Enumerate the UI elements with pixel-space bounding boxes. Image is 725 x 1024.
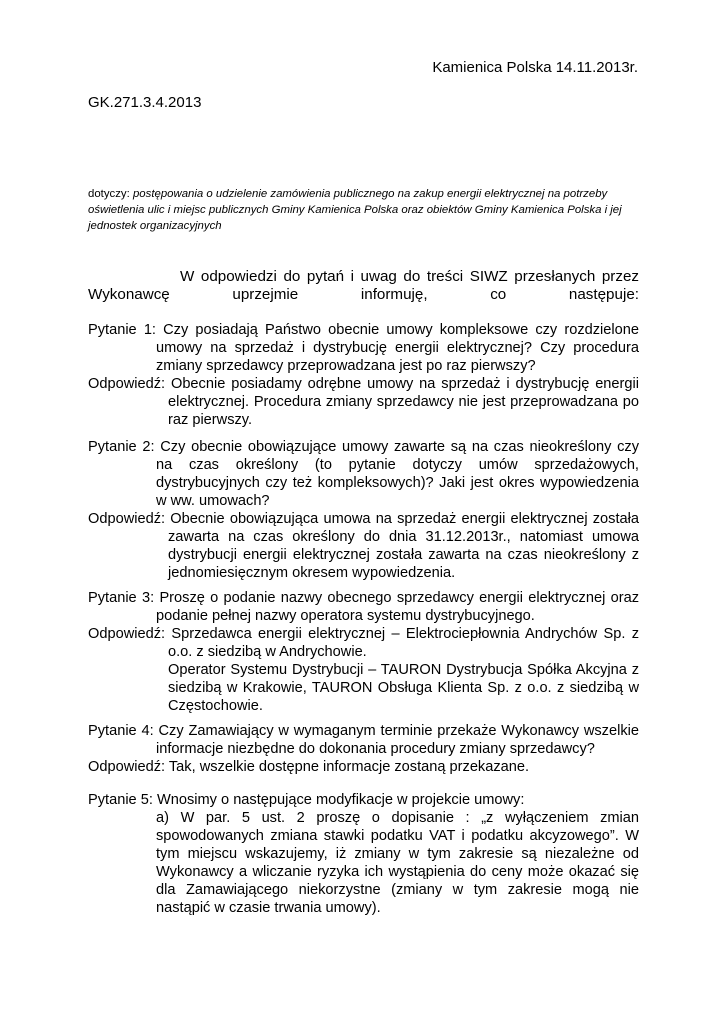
concerning-text: postępowania o udzielenie zamówienia publicznego na zakup energii elektrycznej na potrzeby oświetlenia ulic i miejsc publicznych Gminy Kamienica Polska oraz obiektów Gminy Kamienica Polska i jej jednostek organizacyjnych: [88, 188, 622, 232]
answer-3: [88, 625, 639, 661]
question-text: Czy posiadają Państwo obecnie umowy kompleksowe czy rozdzielone umowy na sprzedaż i dystrybucję energii elektrycznej? Czy procedura zmiany sprzedawcy przeprowadzana jest po raz pierwszy?: [156, 322, 639, 374]
question-5-continued: a) W par. 5 ust. 2 proszę o dopisanie : „z wyłączeniem zmian spowodowanych zmiana stawki podatku VAT i podatku akcyzowego”. W tym miejscu wskazujemy, iż zmiany w tym zakresie są niezależne od Wykonawcy a wliczanie ryzyka ich wystąpienia do ceny może okazać się dla Zamawiającego niekorzystne (zmiany w tym zakresie mogą nie nastąpić w czasie trwania umowy).: [156, 810, 639, 916]
answer-label: Odpowiedź:: [88, 511, 166, 527]
question-label: Pytanie 2:: [88, 439, 155, 455]
reference-number: GK.271.3.4.2013: [88, 94, 202, 111]
answer-2: [88, 510, 639, 582]
answer-label: Odpowiedź:: [88, 759, 166, 775]
answer-text: Sprzedawca energii elektrycznej – Elektrociepłownia Andrychów Sp. z o.o. z siedzibą w Andrychowie.: [168, 626, 639, 660]
answer-label: Odpowiedź:: [88, 376, 166, 392]
question-3: [88, 589, 639, 625]
question-label: Pytanie 5:: [88, 792, 153, 808]
qa-block-1: [88, 321, 639, 429]
answer-text: Obecnie posiadamy odrębne umowy na sprzedaż i dystrybucję energii elektrycznej. Procedura zmiany sprzedawcy nie jest przeprowadzana po raz pierwszy.: [168, 376, 639, 428]
question-1: [88, 321, 639, 375]
answer-4: [88, 758, 639, 776]
qa-block-5: [88, 791, 639, 917]
concerning-block: [88, 186, 640, 234]
qa-block-2: [88, 438, 639, 582]
answer-label: Odpowiedź:: [88, 626, 166, 642]
qa-block-4: [88, 722, 639, 776]
concerning-label: dotyczy:: [88, 188, 130, 200]
question-text: Wnosimy o następujące modyfikacje w projekcie umowy:: [156, 792, 525, 808]
question-label: Pytanie 3:: [88, 590, 155, 606]
qa-block-3: [88, 589, 639, 715]
question-4: [88, 722, 639, 758]
question-2: [88, 438, 639, 510]
question-label: Pytanie 1:: [88, 322, 156, 338]
answer-3-continued: Operator Systemu Dystrybucji – TAURON Dystrybucja Spółka Akcyjna z siedzibą w Krakowie, TAURON Obsługa Klienta Sp. z o.o. z siedzibą w Częstochowie.: [168, 662, 639, 714]
answer-text: Obecnie obowiązująca umowa na sprzedaż energii elektrycznej została zawarta na czas określony do dnia 31.12.2013r., natomiast umowa dystrybucji energii elektrycznej została zawarta na czas nieokreślony z jednomiesięcznym okresem wypowiedzenia.: [168, 511, 640, 581]
question-label: Pytanie 4:: [88, 723, 154, 739]
intro-text: W odpowiedzi do pytań i uwag do treści SIWZ przesłanych przez Wykonawcę uprzejmie informuję, co następuje:: [88, 268, 639, 303]
answer-text: Tak, wszelkie dostępne informacje zostaną przekazane.: [168, 759, 530, 775]
answer-1: [88, 375, 639, 429]
question-text: Proszę o podanie nazwy obecnego sprzedawcy energii elektrycznej oraz podanie pełnej nazwy operatora systemu dystrybucyjnego.: [156, 590, 639, 624]
question-text: Czy Zamawiający w wymaganym terminie przekaże Wykonawcy wszelkie informacje niezbędne do dokonania procedury zmiany sprzedawcy?: [156, 723, 639, 757]
date-line: Kamienica Polska 14.11.2013r.: [432, 59, 638, 76]
question-text: Czy obecnie obowiązujące umowy zawarte są na czas nieokreślony czy na czas określony (to pytanie dotyczy umów sprzedażowych, dystrybucyjnych czy też kompleksowych)? Jaki jest okres wypowiedzenia w ww. umowach?: [156, 439, 639, 509]
intro-paragraph: [88, 268, 639, 304]
question-5: [88, 791, 639, 809]
